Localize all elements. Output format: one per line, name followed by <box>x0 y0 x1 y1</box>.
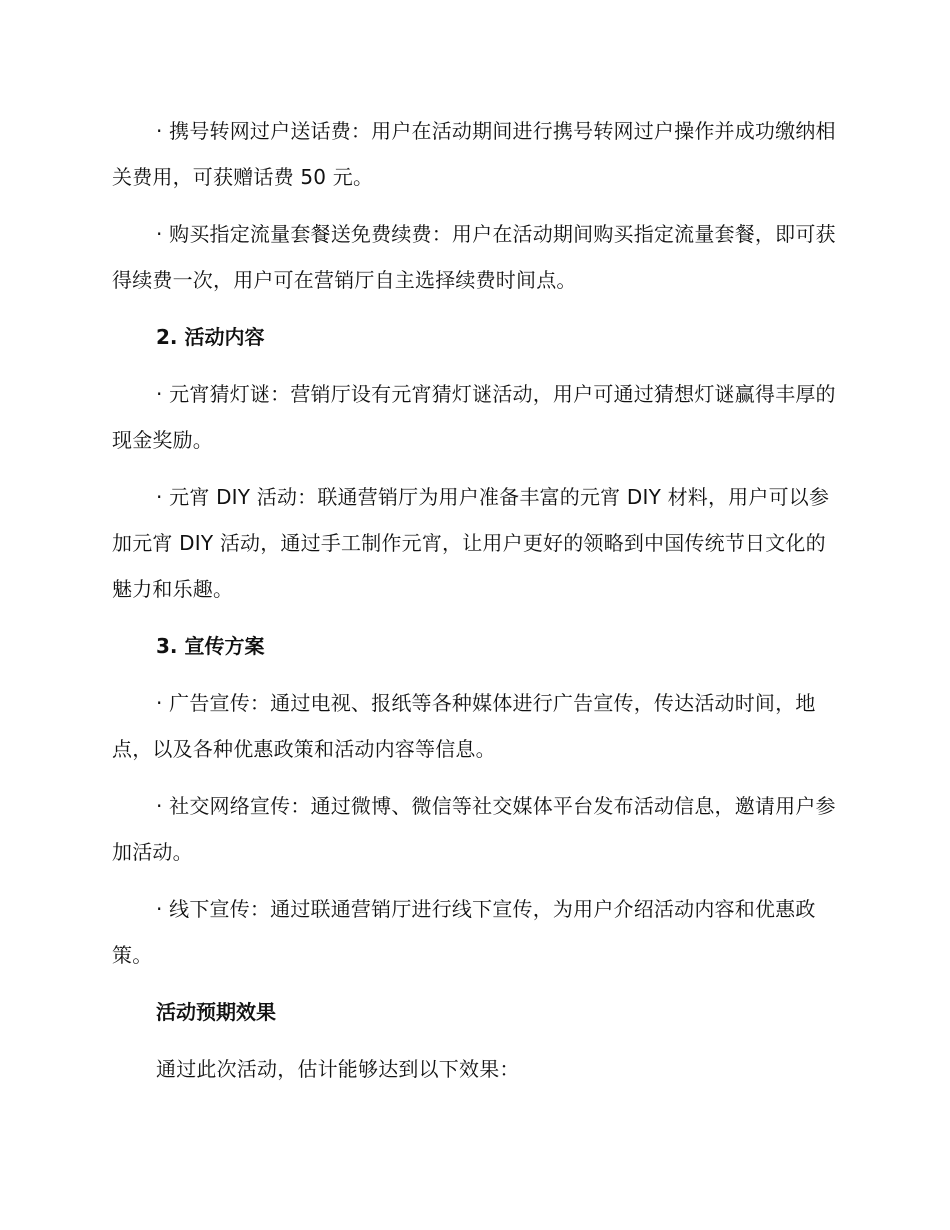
paragraph-expected-intro: 通过此次活动，估计能够达到以下效果： <box>156 1057 520 1081</box>
paragraph-number-transfer-bonus: · 携号转网过户送话费：用户在活动期间进行携号转网过户操作并成功缴纳相关费用，可获赠话费 50 元。 <box>112 119 836 189</box>
paragraph-offline-promotion: · 线下宣传：通过联通营销厅进行线下宣传，为用户介绍活动内容和优惠政策。 <box>112 897 816 967</box>
heading-expected-results: 活动预期效果 <box>156 1000 276 1024</box>
paragraph-lantern-riddles: · 元宵猜灯谜：营销厅设有元宵猜灯谜活动，用户可通过猜想灯谜赢得丰厚的现金奖励。 <box>112 382 836 452</box>
paragraph-data-package-renewal: · 购买指定流量套餐送免费续费：用户在活动期间购买指定流量套餐，即可获得续费一次，用户可在营销厅自主选择续费时间点。 <box>112 222 836 292</box>
heading-activity-content: 2. 活动内容 <box>156 325 265 349</box>
paragraph-social-media: · 社交网络宣传：通过微博、微信等社交媒体平台发布活动信息，邀请用户参加活动。 <box>112 794 836 864</box>
heading-promotion-plan: 3. 宣传方案 <box>156 634 265 658</box>
paragraph-yuanxiao-diy: · 元宵 DIY 活动：联通营销厅为用户准备丰富的元宵 DIY 材料，用户可以参加元宵 DIY 活动，通过手工制作元宵，让用户更好的领略到中国传统节日文化的魅力和乐趣。 <box>112 485 830 601</box>
paragraph-advertising: · 广告宣传：通过电视、报纸等各种媒体进行广告宣传，传达活动时间，地点，以及各种优惠政策和活动内容等信息。 <box>112 691 816 761</box>
document-page <box>112 108 836 1092</box>
